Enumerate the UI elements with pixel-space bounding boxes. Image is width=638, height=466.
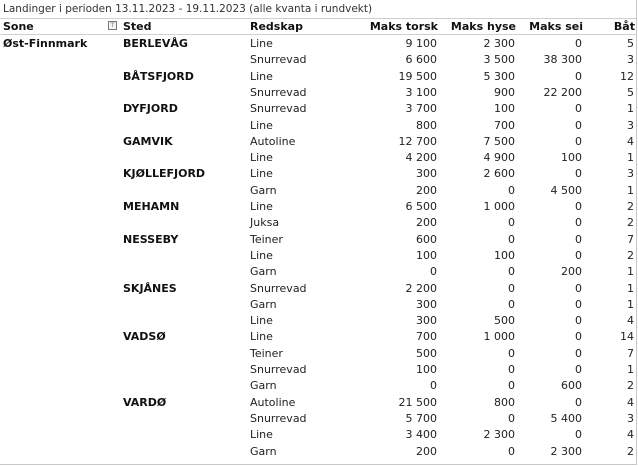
cell-maks-sei: 0 xyxy=(575,69,582,83)
cell-maks-hyse: 3 500 xyxy=(483,53,515,67)
cell-maks-torsk: 200 xyxy=(416,444,437,458)
cell-redskap: Garn xyxy=(250,444,277,458)
table-row[interactable] xyxy=(0,117,637,133)
table-row[interactable] xyxy=(0,231,637,247)
table-row[interactable] xyxy=(0,410,637,426)
table-row[interactable] xyxy=(0,133,637,149)
cell-bat: 4 xyxy=(627,134,634,148)
cell-maks-sei: 4 500 xyxy=(550,183,582,197)
cell-bat: 3 xyxy=(627,411,634,425)
cell-bat: 14 xyxy=(620,330,634,344)
cell-maks-hyse: 0 xyxy=(508,281,515,295)
cell-redskap: Juksa xyxy=(250,216,280,230)
cell-bat: 4 xyxy=(627,395,634,409)
cell-maks-hyse: 0 xyxy=(508,411,515,425)
cell-maks-torsk: 200 xyxy=(416,216,437,230)
cell-sted: GAMVIK xyxy=(123,134,173,148)
cell-bat: 2 xyxy=(627,216,634,230)
cell-maks-sei: 0 xyxy=(575,216,582,230)
table-row[interactable] xyxy=(0,328,637,344)
cell-redskap: Snurrevad xyxy=(250,363,307,376)
cell-bat: 1 xyxy=(627,102,634,116)
cell-sted: VADSØ xyxy=(123,330,166,344)
filter-icon[interactable]: ⊤ xyxy=(109,22,116,29)
cell-maks-torsk: 200 xyxy=(416,183,437,197)
cell-redskap: Teiner xyxy=(250,346,283,360)
cell-maks-torsk: 2 200 xyxy=(405,281,437,295)
cell-maks-sei: 0 xyxy=(575,232,582,246)
cell-maks-hyse: 2 300 xyxy=(483,37,515,50)
cell-bat: 2 xyxy=(627,379,634,393)
column-header-bat[interactable]: Båt xyxy=(613,20,635,33)
cell-redskap: Line xyxy=(250,37,273,50)
cell-maks-torsk: 700 xyxy=(416,330,437,344)
table-row[interactable] xyxy=(0,35,637,51)
cell-maks-hyse: 0 xyxy=(508,346,515,360)
cell-redskap: Line xyxy=(250,167,273,181)
table-row[interactable] xyxy=(0,426,637,442)
cell-maks-torsk: 300 xyxy=(416,314,437,328)
cell-bat: 3 xyxy=(627,167,634,181)
cell-maks-sei: 0 xyxy=(575,346,582,360)
header-top-divider xyxy=(0,18,637,19)
cell-sone: Øst-Finnmark xyxy=(3,37,88,50)
cell-sted: DYFJORD xyxy=(123,102,178,116)
cell-maks-hyse: 0 xyxy=(508,379,515,393)
cell-redskap: Snurrevad xyxy=(250,53,307,67)
cell-redskap: Line xyxy=(250,314,273,328)
table-row[interactable] xyxy=(0,84,637,100)
cell-bat: 4 xyxy=(627,428,634,442)
cell-maks-hyse: 0 xyxy=(508,444,515,458)
cell-bat: 2 xyxy=(627,444,634,458)
cell-maks-hyse: 2 600 xyxy=(483,167,515,181)
table-row[interactable] xyxy=(0,394,637,410)
cell-maks-torsk: 4 200 xyxy=(405,151,437,165)
cell-maks-sei: 0 xyxy=(575,134,582,148)
cell-redskap: Line xyxy=(250,69,273,83)
cell-maks-hyse: 4 900 xyxy=(483,151,515,165)
cell-maks-sei: 0 xyxy=(575,314,582,328)
cell-bat: 7 xyxy=(627,346,634,360)
cell-redskap: Line xyxy=(250,330,273,344)
cell-maks-hyse: 0 xyxy=(508,297,515,311)
cell-maks-hyse: 7 500 xyxy=(483,134,515,148)
cell-maks-sei: 600 xyxy=(561,379,582,393)
cell-bat: 5 xyxy=(627,37,634,50)
table-row[interactable] xyxy=(0,377,637,393)
cell-maks-sei: 2 300 xyxy=(550,444,582,458)
cell-maks-torsk: 0 xyxy=(430,265,437,279)
cell-bat: 4 xyxy=(627,314,634,328)
cell-redskap: Snurrevad xyxy=(250,281,307,295)
cell-bat: 12 xyxy=(620,69,634,83)
cell-sted: NESSEBY xyxy=(123,232,179,246)
cell-maks-torsk: 300 xyxy=(416,297,437,311)
cell-bat: 5 xyxy=(627,85,634,99)
cell-maks-torsk: 300 xyxy=(416,167,437,181)
cell-bat: 3 xyxy=(627,118,634,132)
cell-maks-torsk: 500 xyxy=(416,346,437,360)
cell-maks-sei: 200 xyxy=(561,265,582,279)
cell-sted: KJØLLEFJORD xyxy=(123,167,206,181)
cell-bat: 1 xyxy=(627,151,634,165)
cell-maks-sei: 100 xyxy=(561,151,582,165)
cell-maks-sei: 0 xyxy=(575,248,582,262)
cell-sted: SKJÅNES xyxy=(123,281,177,295)
cell-maks-torsk: 100 xyxy=(416,248,437,262)
cell-maks-torsk: 5 700 xyxy=(405,411,437,425)
column-header-sone[interactable]: Sone xyxy=(3,20,34,33)
cell-maks-hyse: 0 xyxy=(508,265,515,279)
table-row[interactable] xyxy=(0,100,637,116)
cell-maks-hyse: 1 000 xyxy=(483,200,515,213)
cell-redskap: Snurrevad xyxy=(250,102,307,116)
cell-maks-torsk: 6 600 xyxy=(405,53,437,67)
cell-maks-torsk: 600 xyxy=(416,232,437,246)
table-row[interactable] xyxy=(0,443,637,459)
cell-redskap: Autoline xyxy=(250,395,296,409)
cell-redskap: Autoline xyxy=(250,134,296,148)
cell-bat: 1 xyxy=(627,265,634,279)
cell-maks-hyse: 5 300 xyxy=(483,69,515,83)
cell-maks-sei: 0 xyxy=(575,37,582,50)
cell-maks-hyse: 800 xyxy=(494,395,515,409)
cell-maks-hyse: 0 xyxy=(508,183,515,197)
cell-maks-hyse: 500 xyxy=(494,314,515,328)
cell-redskap: Line xyxy=(250,428,273,442)
cell-maks-torsk: 19 500 xyxy=(398,69,437,83)
cell-maks-torsk: 12 700 xyxy=(398,134,437,148)
table-row[interactable] xyxy=(0,149,637,165)
cell-redskap: Garn xyxy=(250,297,277,311)
cell-sted: BÅTSFJORD xyxy=(123,69,194,83)
table-row[interactable] xyxy=(0,345,637,361)
cell-maks-sei: 0 xyxy=(575,363,582,376)
cell-sted: VARDØ xyxy=(123,395,167,409)
cell-maks-torsk: 9 100 xyxy=(405,37,437,50)
table-row[interactable] xyxy=(0,280,637,296)
cell-maks-torsk: 3 100 xyxy=(405,85,437,99)
table-row[interactable] xyxy=(0,182,637,198)
cell-redskap: Line xyxy=(250,200,273,213)
table-row[interactable] xyxy=(0,198,637,214)
cell-maks-sei: 0 xyxy=(575,167,582,181)
cell-maks-sei: 5 400 xyxy=(550,411,582,425)
cell-bat: 7 xyxy=(627,232,634,246)
cell-maks-torsk: 800 xyxy=(416,118,437,132)
cell-bat: 1 xyxy=(627,281,634,295)
table-row[interactable] xyxy=(0,296,637,312)
cell-sted: BERLEVÅG xyxy=(123,37,188,50)
cell-bat: 2 xyxy=(627,200,634,213)
cell-maks-sei: 0 xyxy=(575,118,582,132)
cell-redskap: Line xyxy=(250,151,273,165)
table-row[interactable] xyxy=(0,361,637,377)
column-header-maks-torsk[interactable]: Maks torsk xyxy=(369,20,438,33)
cell-bat: 3 xyxy=(627,53,634,67)
cell-redskap: Teiner xyxy=(250,232,283,246)
cell-maks-sei: 22 200 xyxy=(543,85,582,99)
cell-redskap: Garn xyxy=(250,183,277,197)
table-row[interactable] xyxy=(0,247,637,263)
cell-maks-sei: 38 300 xyxy=(543,53,582,67)
cell-maks-hyse: 100 xyxy=(494,102,515,116)
cell-maks-sei: 0 xyxy=(575,200,582,213)
cell-maks-torsk: 3 700 xyxy=(405,102,437,116)
cell-maks-hyse: 1 000 xyxy=(483,330,515,344)
table-row[interactable] xyxy=(0,214,637,230)
column-header-redskap[interactable]: Redskap xyxy=(250,20,303,33)
cell-maks-hyse: 2 300 xyxy=(483,428,515,442)
cell-redskap: Snurrevad xyxy=(250,85,307,99)
cell-maks-sei: 0 xyxy=(575,281,582,295)
cell-maks-hyse: 0 xyxy=(508,216,515,230)
cell-redskap: Garn xyxy=(250,265,277,279)
table-row[interactable] xyxy=(0,263,637,279)
cell-maks-hyse: 700 xyxy=(494,118,515,132)
cell-maks-sei: 0 xyxy=(575,428,582,442)
table-caption: Landinger i perioden 13.11.2023 - 19.11.2023 (alle kvanta i rundvekt) xyxy=(3,3,373,15)
cell-redskap: Line xyxy=(250,248,273,262)
cell-maks-sei: 0 xyxy=(575,395,582,409)
table-row[interactable] xyxy=(0,51,637,67)
cell-maks-hyse: 100 xyxy=(494,248,515,262)
cell-maks-sei: 0 xyxy=(575,330,582,344)
cell-maks-torsk: 0 xyxy=(430,379,437,393)
table-row[interactable] xyxy=(0,68,637,84)
cell-bat: 1 xyxy=(627,363,634,376)
cell-maks-sei: 0 xyxy=(575,102,582,116)
cell-bat: 1 xyxy=(627,183,634,197)
cell-sted: MEHAMN xyxy=(123,200,180,213)
cell-maks-torsk: 100 xyxy=(416,363,437,376)
cell-maks-hyse: 900 xyxy=(494,85,515,99)
column-header-maks-sei[interactable]: Maks sei xyxy=(529,20,583,33)
table-row[interactable] xyxy=(0,312,637,328)
cell-bat: 2 xyxy=(627,248,634,262)
cell-maks-sei: 0 xyxy=(575,297,582,311)
cell-redskap: Line xyxy=(250,118,273,132)
cell-maks-hyse: 0 xyxy=(508,363,515,376)
cell-maks-torsk: 6 500 xyxy=(405,200,437,213)
cell-maks-torsk: 21 500 xyxy=(398,395,437,409)
column-header-sted[interactable]: Sted xyxy=(123,20,152,33)
cell-redskap: Snurrevad xyxy=(250,411,307,425)
column-header-maks-hyse[interactable]: Maks hyse xyxy=(450,20,516,33)
cell-maks-torsk: 3 400 xyxy=(405,428,437,442)
table-row[interactable] xyxy=(0,165,637,181)
cell-bat: 1 xyxy=(627,297,634,311)
cell-redskap: Garn xyxy=(250,379,277,393)
cell-maks-hyse: 0 xyxy=(508,232,515,246)
